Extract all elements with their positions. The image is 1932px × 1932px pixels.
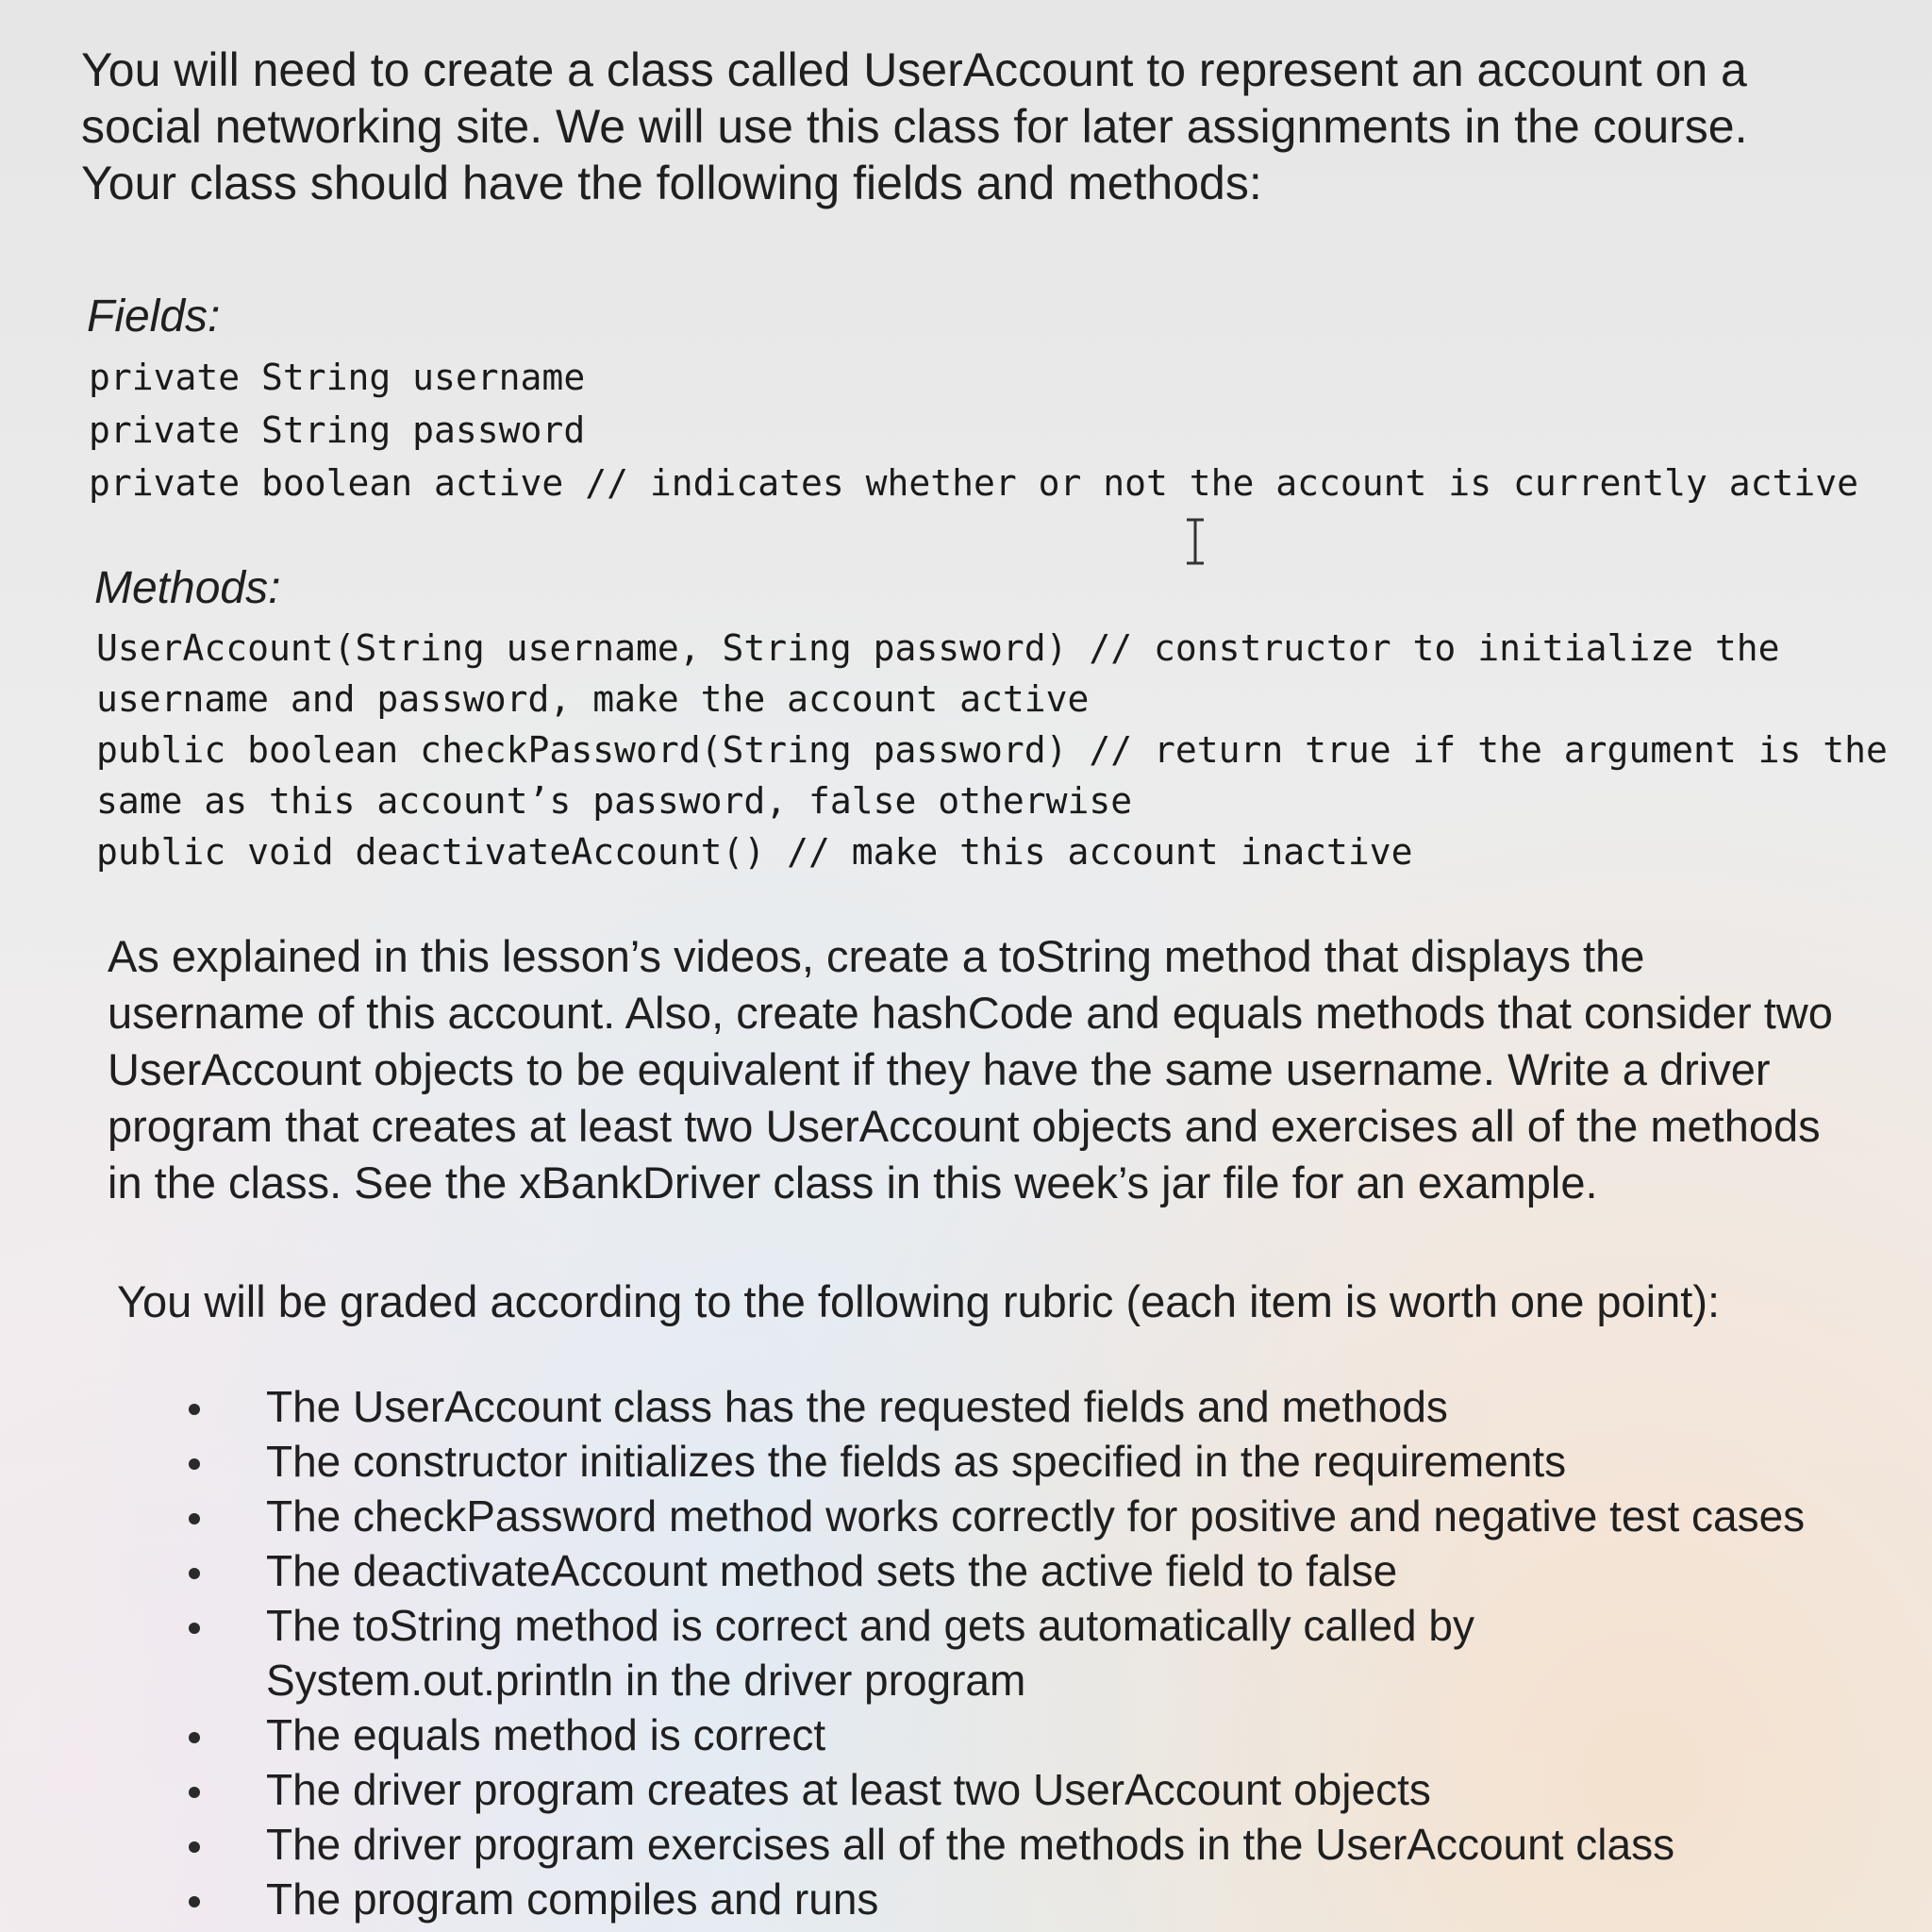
- method-line: public boolean checkPassword(String password) // return true if the argument is the: [96, 729, 1888, 771]
- rubric-item: The driver program creates at least two UserAccount objects: [189, 1762, 1805, 1817]
- bullet-icon: [189, 1841, 200, 1853]
- rubric-item: The deactivateAccount method sets the active field to false: [189, 1543, 1805, 1598]
- description-line: As explained in this lesson’s videos, create a toString method that displays the: [108, 931, 1645, 981]
- bullet-icon: [189, 1404, 200, 1415]
- text-cursor-icon: [1181, 517, 1209, 566]
- description-line: program that creates at least two UserAccount objects and exercises all of the methods: [108, 1101, 1821, 1151]
- intro-line: social networking site. We will use this class for later assignments in the course.: [81, 100, 1748, 153]
- field-line: private boolean active // indicates whether or not the account is currently active: [89, 462, 1858, 504]
- rubric-item: The UserAccount class has the requested fields and methods: [189, 1379, 1805, 1434]
- rubric-item: The toString method is correct and gets automatically called by System.out.println in the driver program: [189, 1598, 1805, 1707]
- description-line: username of this account. Also, create hashCode and equals methods that consider two: [108, 988, 1833, 1038]
- method-line: public void deactivateAccount() // make this account inactive: [96, 831, 1413, 873]
- fields-heading: Fields:: [87, 291, 221, 341]
- grading-intro: You will be graded according to the following rubric (each item is worth one point):: [117, 1276, 1721, 1326]
- intro-paragraph: [81, 42, 1747, 211]
- intro-line: You will need to create a class called UserAccount to represent an account on a: [81, 43, 1747, 96]
- rubric-item: The program compiles and runs: [189, 1872, 1805, 1926]
- bullet-icon: [189, 1896, 200, 1907]
- methods-code-block: [96, 623, 1888, 877]
- method-line: UserAccount(String username, String password) // constructor to initialize the: [96, 627, 1780, 669]
- bullet-icon: [189, 1458, 200, 1470]
- methods-heading: Methods:: [94, 563, 281, 613]
- field-line: private String username: [89, 357, 586, 398]
- rubric-item: The driver program exercises all of the methods in the UserAccount class: [189, 1817, 1805, 1872]
- intro-line: Your class should have the following fields and methods:: [81, 157, 1262, 209]
- rubric-item: The equals method is correct: [189, 1707, 1805, 1762]
- fields-code-block: [89, 351, 1858, 509]
- method-line: same as this account’s password, false otherwise: [96, 780, 1133, 822]
- bullet-icon: [189, 1513, 200, 1524]
- bullet-icon: [189, 1568, 200, 1579]
- description-line: UserAccount objects to be equivalent if they have the same username. Write a driver: [108, 1044, 1771, 1094]
- description-paragraph: [108, 928, 1833, 1211]
- method-line: username and password, make the account active: [96, 678, 1090, 720]
- description-line: in the class. See the xBankDriver class in this week’s jar file for an example.: [108, 1158, 1598, 1208]
- rubric-item: The checkPassword method works correctly for positive and negative test cases: [189, 1489, 1805, 1543]
- bullet-icon: [189, 1732, 200, 1743]
- rubric-item: The constructor initializes the fields as specified in the requirements: [189, 1434, 1805, 1489]
- bullet-icon: [189, 1787, 200, 1798]
- bullet-icon: [189, 1623, 200, 1634]
- field-line: private String password: [89, 409, 586, 451]
- rubric-list: [189, 1379, 1805, 1926]
